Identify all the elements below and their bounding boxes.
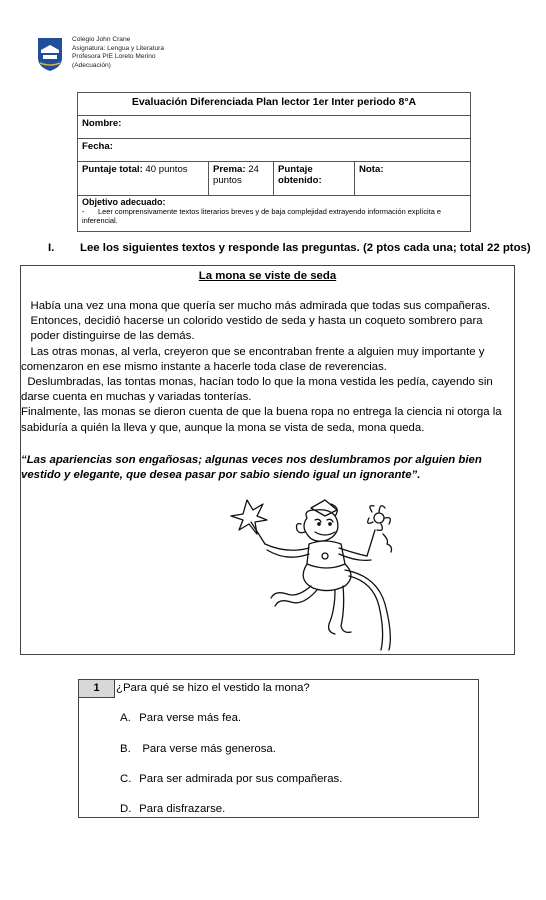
reading-line: poder distinguirse de las demás. — [21, 330, 195, 343]
option-text: Para verse más fea. — [139, 712, 242, 724]
reading-moral: “Las apariencias son engañosas; algunas veces nos deslumbramos por alguien bien vestido y elegante, que desea pasar por sabio siendo igual un ignorante”. — [21, 454, 482, 482]
option-letter: C. — [120, 773, 132, 785]
question-box — [78, 679, 479, 818]
subject-line: Asignatura: Lengua y Literatura — [72, 44, 165, 52]
grade-field[interactable] — [355, 162, 471, 196]
total-score-label: Puntaje total: — [82, 164, 143, 175]
evaluation-info-table — [77, 92, 471, 232]
evaluation-title: Evaluación Diferenciada Plan lector 1er Inter periodo 8°A — [78, 93, 471, 116]
reading-line: Había una vez una mona que quería ser mucho más admirada que todas sus compañeras. — [21, 300, 491, 312]
name-field[interactable] — [78, 116, 471, 139]
obtained-score-label: Puntaje obtenido: — [278, 164, 322, 186]
objective-text: Leer comprensivamente textos literarios breves y de baja complejidad extrayendo información explícita e inferencial. — [82, 207, 442, 225]
reading-text — [21, 299, 511, 436]
option-text: Para verse más generosa. — [139, 743, 276, 755]
school-header — [72, 36, 164, 70]
answer-option-a[interactable] — [120, 711, 241, 726]
prema-cell — [209, 162, 274, 196]
reading-line: comenzaron en ese mismo instante a hacerle toda clase de reverencias. — [21, 360, 387, 373]
total-score-cell — [78, 162, 209, 196]
prema-label: Prema: — [213, 164, 246, 175]
objective-cell — [78, 196, 471, 232]
total-score-value: 40 puntos — [142, 164, 188, 175]
teacher-line: Profesora PIE Loreto Merino — [72, 53, 156, 61]
monkey-illustration-icon — [217, 494, 417, 654]
reading-line: darse cuenta en muchas y variadas tonterías. — [21, 391, 252, 404]
answer-option-b[interactable] — [120, 742, 276, 757]
section-instruction: Lee los siguientes textos y responde las preguntas. (2 ptos cada una; total 22 ptos) — [80, 242, 531, 254]
option-letter: A. — [120, 712, 131, 724]
obtained-score-field[interactable] — [274, 162, 355, 196]
date-field[interactable] — [78, 139, 471, 162]
option-letter: D. — [120, 803, 132, 815]
objective-label: Objetivo adecuado: — [82, 197, 166, 207]
school-name: Colegio John Crane — [72, 36, 131, 43]
reading-line: sabiduría a quién la lleva y que, aunque la mona se vista de seda, mona queda. — [21, 421, 425, 434]
option-text: Para disfrazarse. — [139, 803, 226, 815]
answer-option-c[interactable] — [120, 772, 342, 787]
reading-line: Entonces, decidió hacerse un colorido vestido de seda y hasta un coqueto sombrero para — [21, 315, 483, 328]
grade-label: Nota: — [359, 164, 384, 175]
question-number: 1 — [79, 680, 115, 698]
reading-box — [20, 265, 515, 655]
question-text: ¿Para qué se hizo el vestido la mona? — [116, 682, 310, 694]
option-text: Para ser admirada por sus compañeras. — [139, 773, 343, 785]
objective-item: - Leer comprensivamente textos literarios breves y de baja complejidad extrayendo información explícita e inferencial. — [82, 207, 442, 225]
reading-line: Deslumbradas, las tontas monas, hacían todo lo que la mona vestida les pedía, cayendo sin — [21, 376, 493, 389]
adaptation-note: (Adecuación) — [72, 61, 111, 69]
prema-value: 24 puntos — [213, 164, 259, 186]
reading-line: Las otras monas, al verla, creyeron que se encontraban frente a alguien muy importante y — [21, 345, 485, 358]
option-letter: B. — [120, 743, 131, 755]
answer-option-d[interactable] — [120, 802, 225, 817]
reading-title: La mona se viste de seda — [198, 270, 337, 282]
reading-line: Finalmente, las monas se dieron cuenta de que la buena ropa no entrega la ciencia ni otorga la — [21, 406, 502, 419]
name-label: Nombre: — [82, 118, 122, 129]
section-number: I. — [48, 242, 55, 254]
section-heading — [48, 242, 531, 254]
school-logo-icon — [36, 36, 64, 72]
date-label: Fecha: — [82, 141, 113, 152]
